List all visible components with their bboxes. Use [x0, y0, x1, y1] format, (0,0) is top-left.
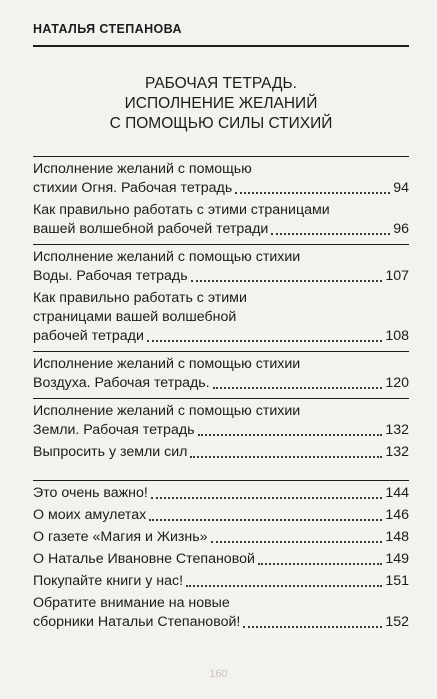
dot-leader — [243, 622, 382, 628]
toc-page-number: 132 — [385, 422, 409, 438]
toc-entry-text: Выпросить у земли сил — [33, 444, 188, 460]
toc-entry — [33, 402, 409, 440]
toc-entry-text: Исполнение желаний с помощью стихии — [33, 249, 301, 265]
toc-page-number: 148 — [385, 529, 409, 545]
toc-page-number: 132 — [385, 444, 409, 460]
title-line-1: РАБОЧАЯ ТЕТРАДЬ. — [145, 75, 297, 92]
dot-leader — [191, 276, 383, 282]
dot-leader — [149, 515, 382, 521]
header-rule — [33, 45, 409, 47]
dot-leader — [190, 452, 382, 458]
toc-entry-last-line — [33, 572, 409, 591]
toc-entry-text: О газете «Магия и Жизнь» — [33, 529, 208, 545]
toc-page-number: 146 — [385, 507, 409, 523]
toc-group — [33, 156, 409, 239]
toc-entry-last-line — [33, 506, 409, 525]
toc-entry-text: Исполнение желаний с помощью стихии — [33, 403, 301, 419]
toc-entry — [33, 355, 409, 393]
toc-entry-text: Воды. Рабочая тетрадь — [33, 268, 188, 284]
toc-entry-text: Земли. Рабочая тетрадь — [33, 422, 195, 438]
toc-entry-last-line — [33, 484, 409, 503]
toc-group — [33, 351, 409, 393]
toc-entry — [33, 484, 409, 503]
toc-page-number: 96 — [393, 221, 409, 237]
toc-entry-text: рабочей тетради — [33, 328, 144, 344]
toc-entry-last-line — [33, 374, 409, 393]
toc-entry-text: О Наталье Ивановне Степановой — [33, 551, 255, 567]
toc-entry-last-line — [33, 613, 409, 632]
toc-entry-text: Как правильно работать с этими страницами — [33, 202, 330, 218]
dot-leader — [147, 336, 382, 342]
title-line-3: С ПОМОЩЬЮ СИЛЫ СТИХИЙ — [109, 115, 333, 132]
toc-entry-text: Это очень важно! — [33, 485, 148, 501]
toc-entry-text: стихии Огня. Рабочая тетрадь — [33, 180, 233, 196]
toc-entry — [33, 506, 409, 525]
toc-entry-last-line — [33, 267, 409, 286]
toc-entry — [33, 201, 409, 239]
toc-entry — [33, 572, 409, 591]
toc-page-number: 108 — [385, 328, 409, 344]
dot-leader — [213, 383, 383, 389]
title-line-2: ИСПОЛНЕНИЕ ЖЕЛАНИЙ — [124, 95, 318, 112]
toc-entry-last-line — [33, 220, 409, 239]
toc-entry-last-line — [33, 550, 409, 569]
section-title — [33, 74, 409, 134]
dot-leader — [151, 493, 383, 499]
toc-group — [33, 480, 409, 632]
dot-leader — [198, 430, 383, 436]
toc-entry-text: Покупайте книги у нас! — [33, 573, 184, 589]
toc-entry — [33, 594, 409, 632]
table-of-contents — [33, 156, 409, 635]
page-number: 160 — [209, 668, 228, 680]
running-head: НАТАЛЬЯ СТЕПАНОВА — [33, 22, 182, 36]
toc-entry-last-line — [33, 443, 409, 462]
toc-entry-text: О моих амулетах — [33, 507, 147, 523]
dot-leader — [258, 559, 382, 565]
toc-entry — [33, 160, 409, 198]
toc-entry-text: Воздуха. Рабочая тетрадь. — [33, 375, 210, 391]
toc-entry-text: Как правильно работать с этими — [33, 290, 247, 306]
toc-page-number: 120 — [385, 375, 409, 391]
toc-entry-last-line — [33, 528, 409, 547]
dot-leader — [235, 188, 390, 194]
toc-entry — [33, 443, 409, 462]
toc-entry-text: Исполнение желаний с помощью стихии — [33, 356, 301, 372]
toc-page-number: 94 — [393, 180, 409, 196]
toc-entry — [33, 289, 409, 346]
toc-page-number: 151 — [385, 573, 409, 589]
toc-entry — [33, 550, 409, 569]
toc-page-number: 107 — [385, 268, 409, 284]
toc-entry-text: страницами вашей волшебной — [33, 309, 237, 325]
toc-entry-last-line — [33, 421, 409, 440]
toc-page-number: 144 — [385, 485, 409, 501]
toc-entry — [33, 248, 409, 286]
toc-entry-text: Исполнение желаний с помощью — [33, 161, 252, 177]
dot-leader — [211, 537, 383, 543]
toc-entry-text: Обратите внимание на новые — [33, 595, 230, 611]
toc-page-number: 152 — [385, 614, 409, 630]
toc-group — [33, 244, 409, 346]
toc-group — [33, 398, 409, 462]
dot-leader — [271, 229, 390, 235]
toc-page-number: 149 — [385, 551, 409, 567]
dot-leader — [186, 581, 382, 587]
toc-entry-text: вашей волшебной рабочей тетради — [33, 221, 269, 237]
toc-entry — [33, 528, 409, 547]
toc-entry-last-line — [33, 327, 409, 346]
toc-entry-text: сборники Натальи Степановой! — [33, 614, 241, 630]
toc-entry-last-line — [33, 179, 409, 198]
